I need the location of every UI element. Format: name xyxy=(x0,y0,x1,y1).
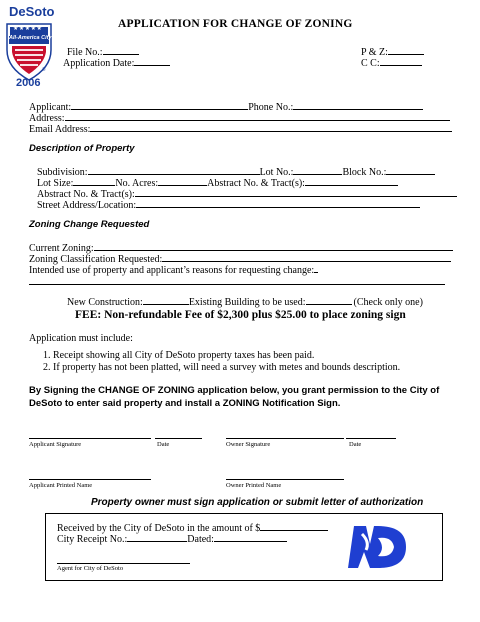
owner-note: Property owner must sign application or submit letter of authorization xyxy=(91,497,424,508)
zoning-heading: Zoning Change Requested xyxy=(29,219,150,230)
lot-no-label: Lot No.: xyxy=(259,167,294,178)
fee-notice: FEE: Non-refundable Fee of $2,300 plus $25.00 to place zoning sign xyxy=(75,309,406,321)
logo-stars: ★★★★★ xyxy=(13,26,43,32)
subdivision-field[interactable] xyxy=(88,164,260,175)
desoto-emblem-icon xyxy=(344,522,412,572)
logo-year: 2006 xyxy=(16,77,41,89)
include-item: 2. If property has not been platted, will need a survey with metes and bounds description. xyxy=(43,362,401,373)
abstract-tract-label-2: Abstract No. & Tract(s): xyxy=(37,189,135,200)
permission-notice: By Signing the CHANGE OF ZONING application below, you grant permission to the City of DeSoto to enter said property and install a ZONING Notification Sign. xyxy=(29,385,440,409)
check-only-one: (Check only one) xyxy=(353,297,423,308)
agent-caption: Agent for City of DeSoto xyxy=(57,565,124,572)
street-field[interactable] xyxy=(136,197,420,208)
date-line-1[interactable] xyxy=(155,438,202,439)
no-acres-field[interactable] xyxy=(158,175,207,186)
new-construction-label: New Construction: xyxy=(67,297,143,308)
lot-no-field[interactable] xyxy=(293,164,342,175)
owner-signature-line[interactable] xyxy=(226,438,344,439)
date-line-2[interactable] xyxy=(346,438,396,439)
address-label: Address: xyxy=(29,113,65,124)
page-title: APPLICATION FOR CHANGE OF ZONING xyxy=(118,18,353,30)
existing-building-field[interactable] xyxy=(306,294,352,305)
pz-label: P & Z: xyxy=(361,47,388,58)
abstract-tract-label: Abstract No. & Tract(s): xyxy=(207,178,305,189)
date-caption-2: Date xyxy=(349,441,362,448)
subdivision-label: Subdivision: xyxy=(37,167,88,178)
pz-field[interactable] xyxy=(388,44,424,55)
street-row xyxy=(37,197,420,212)
date-caption-1: Date xyxy=(157,441,170,448)
application-date-label: Application Date: xyxy=(63,58,135,69)
logo-registered: ® xyxy=(42,68,46,73)
cc-row xyxy=(361,55,422,70)
dated-label: Dated: xyxy=(187,534,214,545)
lot-size-field[interactable] xyxy=(73,175,115,186)
receipt-field[interactable] xyxy=(127,531,187,542)
include-heading: Application must include: xyxy=(29,333,133,344)
applicant-signature-caption: Applicant Signature xyxy=(29,441,82,448)
email-label: Email Address: xyxy=(29,124,91,135)
intended-use-row xyxy=(29,262,318,277)
classification-label: Zoning Classification Requested: xyxy=(29,254,163,265)
abstract-tract-field-2[interactable] xyxy=(135,186,457,197)
receipt-row xyxy=(57,531,287,546)
intended-use-line[interactable] xyxy=(29,284,445,285)
block-no-field[interactable] xyxy=(386,164,435,175)
logo-banner: All-America City xyxy=(9,35,52,41)
existing-building-label: Existing Building to be used: xyxy=(188,297,306,308)
no-acres-label: No. Acres: xyxy=(115,178,159,189)
applicant-label: Applicant: xyxy=(29,102,72,113)
address-field[interactable] xyxy=(65,110,450,121)
desoto-all-america-city-logo xyxy=(4,2,54,94)
applicant-signature-line[interactable] xyxy=(29,438,151,439)
intended-use-label: Intended use of property and applicant’s reasons for requesting change: xyxy=(29,265,315,276)
owner-signature-caption: Owner Signature xyxy=(226,441,271,448)
owner-printed-line[interactable] xyxy=(226,479,344,480)
intended-use-field[interactable] xyxy=(314,262,318,273)
agent-signature-line[interactable] xyxy=(57,563,190,564)
received-label: Received by the City of DeSoto in the amount of $ xyxy=(57,523,261,534)
applicant-printed-line[interactable] xyxy=(29,479,151,480)
applicant-printed-caption: Applicant Printed Name xyxy=(29,482,93,489)
classification-field[interactable] xyxy=(162,251,451,262)
construction-row xyxy=(67,294,423,309)
dated-field[interactable] xyxy=(214,531,287,542)
receipt-label: City Receipt No.: xyxy=(57,534,128,545)
file-no-label: File No.: xyxy=(67,47,103,58)
file-no-field[interactable] xyxy=(103,44,139,55)
cc-label: C C: xyxy=(361,58,380,69)
application-date-row xyxy=(63,55,170,70)
new-construction-field[interactable] xyxy=(143,294,189,305)
phone-label: Phone No.: xyxy=(248,102,294,113)
include-item: 1. Receipt showing all City of DeSoto property taxes has been paid. xyxy=(43,350,315,361)
email-row xyxy=(29,121,452,136)
current-zoning-field[interactable] xyxy=(94,240,453,251)
logo-brand: DeSoto xyxy=(9,4,55,19)
phone-field[interactable] xyxy=(293,99,423,110)
application-date-field[interactable] xyxy=(134,55,170,66)
applicant-field[interactable] xyxy=(71,99,248,110)
current-zoning-label: Current Zoning: xyxy=(29,243,94,254)
email-field[interactable] xyxy=(90,121,452,132)
street-label: Street Address/Location: xyxy=(37,200,137,211)
property-heading: Description of Property xyxy=(29,143,135,154)
cc-field[interactable] xyxy=(380,55,422,66)
owner-printed-caption: Owner Printed Name xyxy=(226,482,282,489)
received-amount-field[interactable] xyxy=(260,520,328,531)
block-no-label: Block No.: xyxy=(342,167,387,178)
lot-size-label: Lot Size: xyxy=(37,178,74,189)
abstract-tract-field[interactable] xyxy=(305,175,398,186)
